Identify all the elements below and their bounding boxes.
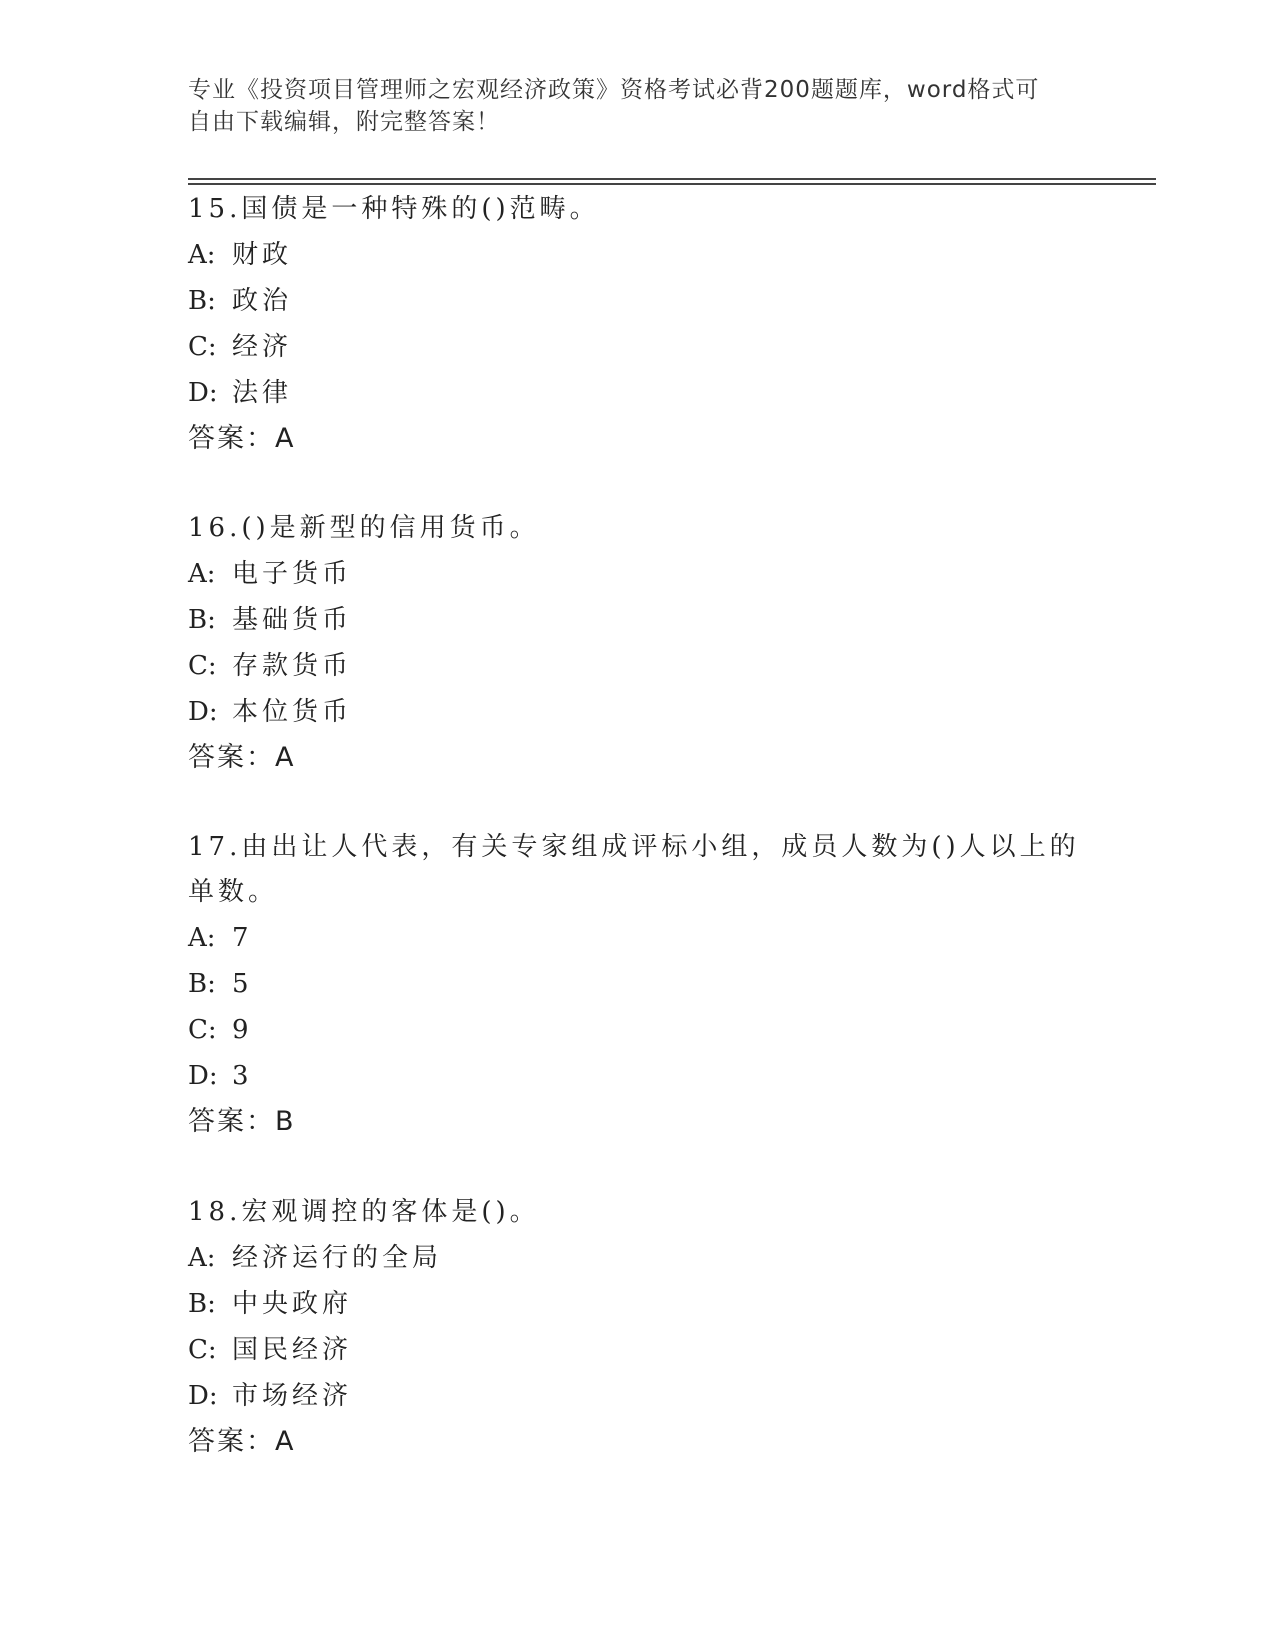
option-d — [188, 370, 1108, 416]
option-text: 政治 — [232, 286, 293, 316]
option-text: 9 — [232, 1015, 253, 1045]
option-letter: D: — [188, 378, 218, 408]
option-letter: B: — [188, 605, 216, 635]
option-letter: C: — [188, 1015, 217, 1045]
option-a — [188, 232, 1108, 278]
answer-line: 答案：B — [188, 1106, 296, 1137]
answer-line: 答案：A — [188, 1426, 296, 1457]
option-b — [188, 278, 1108, 324]
option-letter: C: — [188, 651, 217, 681]
header-divider-line — [188, 178, 1156, 180]
option-a — [188, 1235, 1108, 1281]
option-text: 财政 — [232, 240, 293, 270]
option-letter: B: — [188, 969, 216, 999]
option-d — [188, 689, 1108, 735]
question-stem: 16.()是新型的信用货币。 — [188, 513, 540, 543]
option-text: 中央政府 — [232, 1289, 353, 1319]
question-stem: 17.由出让人代表，有关专家组成评标小组，成员人数为()人以上的单数。 — [188, 832, 1080, 907]
question-stem: 18.宏观调控的客体是()。 — [188, 1197, 540, 1227]
header-title-line-2: 自由下载编辑，附完整答案！ — [188, 109, 500, 135]
option-letter: D: — [188, 1061, 218, 1091]
option-text: 3 — [232, 1061, 253, 1091]
option-letter: A: — [188, 240, 216, 270]
option-a — [188, 915, 1108, 961]
header-divider-line — [188, 183, 1156, 185]
option-text: 经济 — [232, 332, 293, 362]
option-letter: A: — [188, 1243, 216, 1273]
question-block — [188, 1190, 1108, 1465]
option-b — [188, 597, 1108, 643]
header-title-line-1: 专业《投资项目管理师之宏观经济政策》资格考试必背200题题库，word格式可 — [188, 77, 1040, 103]
question-stem: 15.国债是一种特殊的()范畴。 — [188, 194, 600, 224]
option-a — [188, 551, 1108, 597]
option-c — [188, 643, 1108, 689]
option-d — [188, 1053, 1108, 1099]
option-text: 7 — [232, 923, 253, 953]
option-letter: D: — [188, 1381, 218, 1411]
answer-line: 答案：A — [188, 423, 296, 454]
question-block — [188, 187, 1108, 462]
option-letter: C: — [188, 1335, 217, 1365]
option-text: 市场经济 — [232, 1381, 353, 1411]
option-letter: D: — [188, 697, 218, 727]
document-header — [188, 74, 1078, 138]
option-c — [188, 324, 1108, 370]
option-d — [188, 1373, 1108, 1419]
option-c — [188, 1327, 1108, 1373]
option-letter: A: — [188, 559, 216, 589]
option-letter: B: — [188, 1289, 216, 1319]
option-text: 存款货币 — [232, 651, 353, 681]
option-b — [188, 961, 1108, 1007]
option-text: 经济运行的全局 — [232, 1243, 443, 1273]
option-letter: B: — [188, 286, 216, 316]
option-text: 国民经济 — [232, 1335, 353, 1365]
option-text: 法律 — [232, 378, 293, 408]
question-block — [188, 506, 1108, 781]
option-text: 电子货币 — [232, 559, 353, 589]
option-text: 本位货币 — [232, 697, 353, 727]
option-letter: A: — [188, 923, 216, 953]
option-text: 基础货币 — [232, 605, 353, 635]
option-b — [188, 1281, 1108, 1327]
option-letter: C: — [188, 332, 217, 362]
option-text: 5 — [232, 969, 253, 999]
answer-line: 答案：A — [188, 742, 296, 773]
question-block — [188, 825, 1108, 1145]
option-c — [188, 1007, 1108, 1053]
